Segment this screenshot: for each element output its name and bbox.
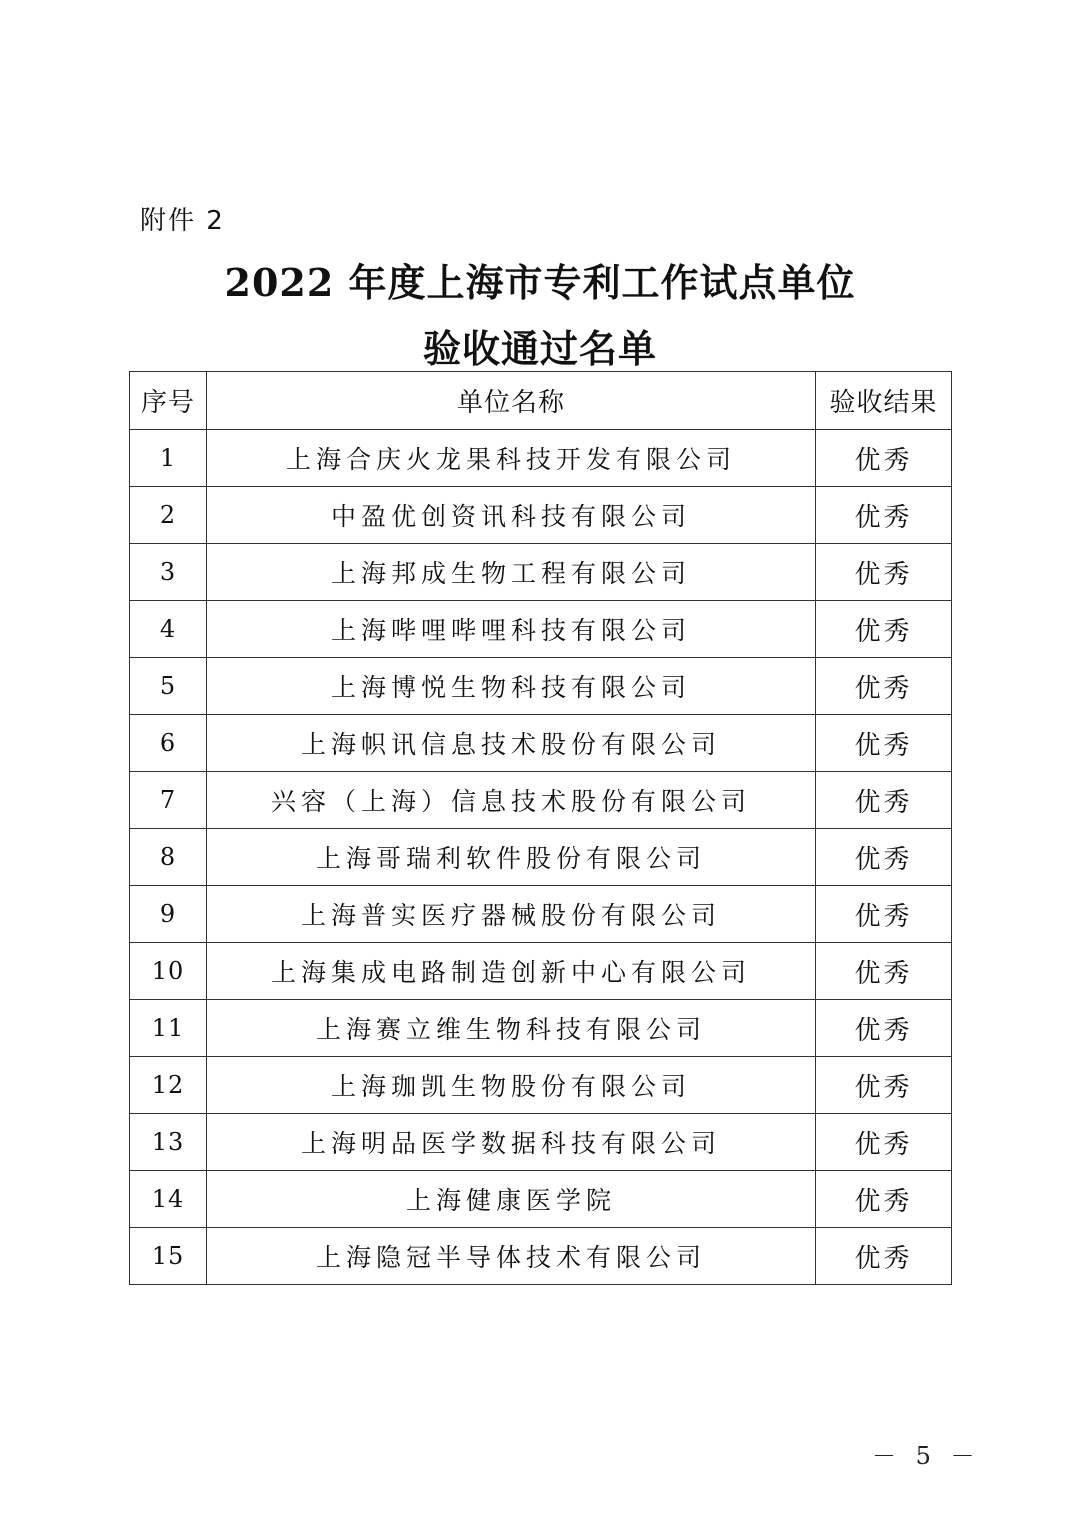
table-row <box>130 829 952 886</box>
header-index: 序号 <box>130 372 207 430</box>
header-result: 验收结果 <box>816 372 952 430</box>
document-title-line-1: 2022 年度上海市专利工作试点单位 <box>224 260 856 305</box>
row-unit-name: 上海珈凯生物股份有限公司 <box>207 1057 816 1114</box>
table-row <box>130 715 952 772</box>
row-index: 7 <box>130 772 207 829</box>
row-result: 优秀 <box>816 1171 952 1228</box>
row-result: 优秀 <box>816 772 952 829</box>
row-result: 优秀 <box>816 943 952 1000</box>
row-result: 优秀 <box>816 544 952 601</box>
row-result: 优秀 <box>816 658 952 715</box>
row-index: 15 <box>130 1228 207 1285</box>
attachment-label: 附件 2 <box>140 206 225 236</box>
row-index: 6 <box>130 715 207 772</box>
row-result: 优秀 <box>816 715 952 772</box>
row-unit-name: 上海合庆火龙果科技开发有限公司 <box>207 430 816 487</box>
row-unit-name: 上海博悦生物科技有限公司 <box>207 658 816 715</box>
row-index: 1 <box>130 430 207 487</box>
table-row <box>130 1228 952 1285</box>
table-row <box>130 544 952 601</box>
table-row <box>130 658 952 715</box>
row-result: 优秀 <box>816 886 952 943</box>
row-result: 优秀 <box>816 487 952 544</box>
document-title-line-2: 验收通过名单 <box>422 326 657 371</box>
row-index: 10 <box>130 943 207 1000</box>
row-index: 2 <box>130 487 207 544</box>
row-unit-name: 上海邦成生物工程有限公司 <box>207 544 816 601</box>
row-unit-name: 上海隐冠半导体技术有限公司 <box>207 1228 816 1285</box>
row-unit-name: 上海健康医学院 <box>207 1171 816 1228</box>
row-index: 11 <box>130 1000 207 1057</box>
row-unit-name: 上海普实医疗器械股份有限公司 <box>207 886 816 943</box>
table-row <box>130 943 952 1000</box>
row-index: 14 <box>130 1171 207 1228</box>
table-row <box>130 1114 952 1171</box>
row-unit-name: 上海赛立维生物科技有限公司 <box>207 1000 816 1057</box>
row-unit-name: 上海帜讯信息技术股份有限公司 <box>207 715 816 772</box>
table-header-row <box>130 372 952 430</box>
row-unit-name: 兴容（上海）信息技术股份有限公司 <box>207 772 816 829</box>
row-index: 8 <box>130 829 207 886</box>
row-index: 13 <box>130 1114 207 1171</box>
table-row <box>130 1000 952 1057</box>
table-row <box>130 601 952 658</box>
row-index: 5 <box>130 658 207 715</box>
table-row <box>130 430 952 487</box>
page-number: － 5 － <box>872 1442 981 1470</box>
row-result: 优秀 <box>816 601 952 658</box>
row-result: 优秀 <box>816 1057 952 1114</box>
row-index: 3 <box>130 544 207 601</box>
row-result: 优秀 <box>816 1000 952 1057</box>
row-result: 优秀 <box>816 430 952 487</box>
row-result: 优秀 <box>816 1228 952 1285</box>
table-row <box>130 1171 952 1228</box>
row-unit-name: 上海明品医学数据科技有限公司 <box>207 1114 816 1171</box>
row-unit-name: 上海哔哩哔哩科技有限公司 <box>207 601 816 658</box>
table-row <box>130 487 952 544</box>
row-index: 4 <box>130 601 207 658</box>
acceptance-result-table <box>129 371 952 1285</box>
table-row <box>130 886 952 943</box>
row-unit-name: 中盈优创资讯科技有限公司 <box>207 487 816 544</box>
header-unit-name: 单位名称 <box>207 372 816 430</box>
row-unit-name: 上海集成电路制造创新中心有限公司 <box>207 943 816 1000</box>
row-result: 优秀 <box>816 829 952 886</box>
table-row <box>130 1057 952 1114</box>
row-unit-name: 上海哥瑞利软件股份有限公司 <box>207 829 816 886</box>
table-row <box>130 772 952 829</box>
row-index: 9 <box>130 886 207 943</box>
row-index: 12 <box>130 1057 207 1114</box>
row-result: 优秀 <box>816 1114 952 1171</box>
